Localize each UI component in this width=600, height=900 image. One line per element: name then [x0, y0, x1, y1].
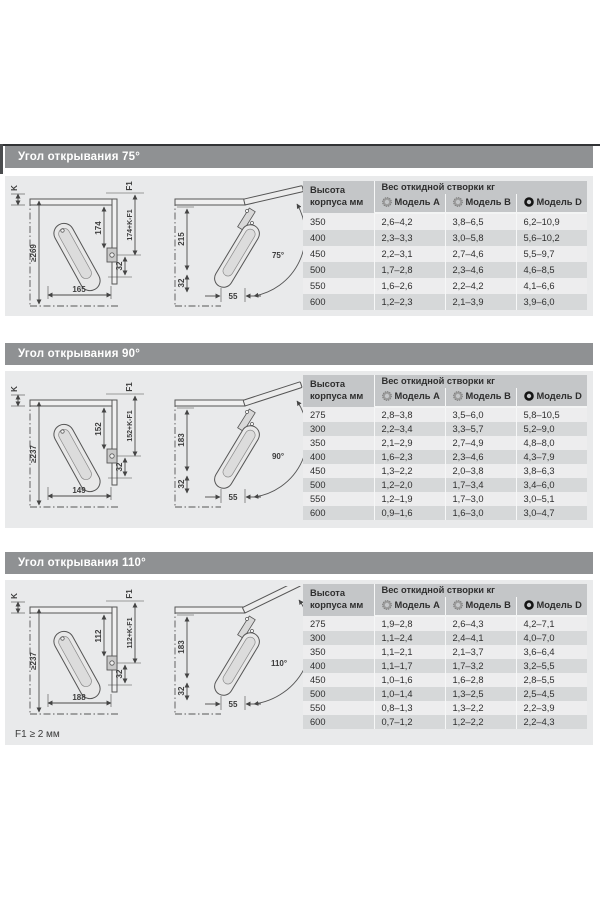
- row-header-cell: 500: [303, 478, 374, 492]
- dim-height-label: ≥237: [29, 445, 38, 463]
- model-d-icon: [524, 196, 534, 212]
- row-header-cell: 450: [303, 673, 374, 687]
- value-cell: 3,8–6,5: [445, 213, 516, 230]
- value-cell: 1,3–2,2: [374, 464, 445, 478]
- value-cell: 2,8–3,8: [374, 407, 445, 422]
- dim-inner-label: 112: [94, 629, 103, 643]
- value-cell: 4,0–7,0: [516, 631, 587, 645]
- row-header-cell: 600: [303, 294, 374, 310]
- column-group-header: Вес откидной створки кг: [374, 181, 587, 194]
- section-title: Угол открывания 90°: [18, 348, 140, 360]
- value-cell: 1,6–3,0: [445, 506, 516, 520]
- row-header-cell: 550: [303, 492, 374, 506]
- value-cell: 2,1–3,7: [445, 645, 516, 659]
- section-header-75: [5, 146, 593, 168]
- table-body: [303, 407, 587, 520]
- value-cell: 2,0–3,8: [445, 464, 516, 478]
- open-flap: [244, 186, 304, 205]
- load-table-110: [303, 584, 587, 729]
- model-d-icon: [524, 599, 534, 615]
- value-cell: 1,2–2,2: [445, 715, 516, 729]
- angle-label: 75°: [271, 251, 285, 260]
- table-row: [303, 645, 587, 659]
- value-cell: 4,2–7,1: [516, 616, 587, 631]
- table-row: [303, 213, 587, 230]
- open-flap: [242, 586, 300, 613]
- value-cell: 2,5–4,5: [516, 687, 587, 701]
- section-title: Угол открывания 75°: [18, 151, 140, 163]
- value-cell: 6,2–10,9: [516, 213, 587, 230]
- column-header-model-a: Модель A: [374, 388, 445, 407]
- dim-width-label: 165: [72, 285, 86, 294]
- open-flap: [243, 382, 302, 406]
- row-header-cell: 450: [303, 246, 374, 262]
- value-cell: 3,0–5,1: [516, 492, 587, 506]
- dim-offset-label: 32: [115, 462, 124, 472]
- value-cell: 1,0–1,6: [374, 673, 445, 687]
- value-cell: 4,6–8,5: [516, 262, 587, 278]
- column-header-model-b: Модель B: [445, 597, 516, 616]
- model-b-icon: [453, 599, 463, 615]
- table-row: [303, 436, 587, 450]
- closed-position-diagram: [8, 586, 153, 721]
- row-header-cell: 600: [303, 506, 374, 520]
- dim-k-label: K: [10, 185, 19, 191]
- table-row: [303, 278, 587, 294]
- dim-f1-label: F1: [125, 382, 134, 392]
- column-header-model-a: Модель A: [374, 194, 445, 213]
- dim-offset-label: 32: [177, 686, 186, 696]
- value-cell: 2,2–3,4: [374, 422, 445, 436]
- value-cell: 3,0–4,7: [516, 506, 587, 520]
- value-cell: 1,3–2,5: [445, 687, 516, 701]
- value-cell: 4,3–7,9: [516, 450, 587, 464]
- value-cell: 4,1–6,6: [516, 278, 587, 294]
- value-cell: 1,3–2,2: [445, 701, 516, 715]
- row-header-cell: 350: [303, 436, 374, 450]
- dim-outer-label: 152+K-F1: [127, 410, 134, 442]
- table-row: [303, 616, 587, 631]
- load-table-90: [303, 375, 587, 520]
- row-header-cell: 350: [303, 645, 374, 659]
- table-row: [303, 246, 587, 262]
- value-cell: 1,7–3,0: [445, 492, 516, 506]
- row-header-cell: 500: [303, 687, 374, 701]
- value-cell: 1,6–2,8: [445, 673, 516, 687]
- row-header-cell: 350: [303, 213, 374, 230]
- closed-position-diagram: [8, 379, 153, 514]
- value-cell: 1,6–2,3: [374, 450, 445, 464]
- dim-inner-label: 152: [94, 422, 103, 436]
- opening-angle-arc: [254, 204, 305, 296]
- row-header-cell: 300: [303, 631, 374, 645]
- row-header-cell: 450: [303, 464, 374, 478]
- column-header-model-b: Модель B: [445, 194, 516, 213]
- load-table-75: [303, 181, 587, 310]
- value-cell: 5,8–10,5: [516, 407, 587, 422]
- dim-offset-label: 32: [177, 479, 186, 489]
- arm-pivot: [61, 637, 64, 640]
- model-a-icon: [382, 196, 392, 212]
- value-cell: 1,7–3,4: [445, 478, 516, 492]
- value-cell: 3,0–5,8: [445, 230, 516, 246]
- column-header-model-d: Модель D: [516, 388, 587, 407]
- section-panel-90: [5, 371, 593, 528]
- dim-offset-label: 32: [115, 669, 124, 679]
- value-cell: 1,1–2,1: [374, 645, 445, 659]
- row-header-cell: 400: [303, 450, 374, 464]
- value-cell: 1,0–1,4: [374, 687, 445, 701]
- value-cell: 2,4–4,1: [445, 631, 516, 645]
- dim-height-label: ≥269: [29, 244, 38, 262]
- dim-height-label: 183: [177, 640, 186, 654]
- dim-depth-label: 55: [228, 493, 238, 502]
- column-header-height: Высота корпуса мм: [303, 584, 374, 616]
- model-d-icon: [524, 390, 534, 406]
- value-cell: 1,7–3,2: [445, 659, 516, 673]
- row-header-cell: 275: [303, 407, 374, 422]
- table-row: [303, 673, 587, 687]
- opening-angle-arc: [254, 401, 307, 497]
- value-cell: 2,3–3,3: [374, 230, 445, 246]
- value-cell: 2,2–4,3: [516, 715, 587, 729]
- table-body: [303, 616, 587, 729]
- value-cell: 2,8–5,5: [516, 673, 587, 687]
- spec-table: [303, 584, 587, 729]
- value-cell: 1,2–2,3: [374, 294, 445, 310]
- dim-height-label: 183: [177, 433, 186, 447]
- model-b-icon: [453, 196, 463, 212]
- section-panel-75: [5, 176, 593, 316]
- table-row: [303, 492, 587, 506]
- dim-height-label: ≥237: [29, 652, 38, 670]
- f1-footnote: F1 ≥ 2 мм: [15, 729, 60, 740]
- value-cell: 3,2–5,5: [516, 659, 587, 673]
- value-cell: 5,2–9,0: [516, 422, 587, 436]
- column-header-model-a: Модель A: [374, 597, 445, 616]
- opening-angle-arc: [254, 600, 307, 704]
- dim-width-label: 188: [72, 693, 86, 702]
- model-a-icon: [382, 599, 392, 615]
- table-row: [303, 715, 587, 729]
- table-header-row: [303, 181, 587, 194]
- value-cell: 4,8–8,0: [516, 436, 587, 450]
- value-cell: 2,3–4,6: [445, 262, 516, 278]
- row-header-cell: 550: [303, 701, 374, 715]
- value-cell: 1,9–2,8: [374, 616, 445, 631]
- value-cell: 2,7–4,9: [445, 436, 516, 450]
- section-header-110: [5, 552, 593, 574]
- value-cell: 2,3–4,6: [445, 450, 516, 464]
- value-cell: 1,1–2,4: [374, 631, 445, 645]
- spec-table: [303, 375, 587, 520]
- value-cell: 2,6–4,2: [374, 213, 445, 230]
- value-cell: 3,8–6,3: [516, 464, 587, 478]
- value-cell: 2,2–3,9: [516, 701, 587, 715]
- value-cell: 1,7–2,8: [374, 262, 445, 278]
- value-cell: 0,9–1,6: [374, 506, 445, 520]
- model-b-icon: [453, 390, 463, 406]
- value-cell: 3,4–6,0: [516, 478, 587, 492]
- page-edge-mark: [0, 144, 3, 174]
- dim-inner-label: 174: [94, 221, 103, 235]
- section-header-90: [5, 343, 593, 365]
- row-header-cell: 500: [303, 262, 374, 278]
- value-cell: 2,6–4,3: [445, 616, 516, 631]
- column-header-height: Высота корпуса мм: [303, 375, 374, 407]
- row-header-cell: 600: [303, 715, 374, 729]
- table-header-row: [303, 375, 587, 388]
- table-row: [303, 450, 587, 464]
- column-group-header: Вес откидной створки кг: [374, 584, 587, 597]
- closed-position-diagram: [8, 178, 153, 313]
- dim-depth-label: 55: [228, 292, 238, 301]
- value-cell: 1,1–1,7: [374, 659, 445, 673]
- value-cell: 2,1–3,9: [445, 294, 516, 310]
- table-row: [303, 506, 587, 520]
- dim-depth-label: 55: [228, 700, 238, 709]
- section-panel-110: [5, 580, 593, 745]
- value-cell: 1,2–1,9: [374, 492, 445, 506]
- dim-k-label: K: [10, 593, 19, 599]
- value-cell: 2,2–3,1: [374, 246, 445, 262]
- table-row: [303, 701, 587, 715]
- dim-width-label: 149: [72, 486, 86, 495]
- column-header-height: Высота корпуса мм: [303, 181, 374, 213]
- table-row: [303, 659, 587, 673]
- dim-outer-label: 174+K-F1: [127, 209, 134, 241]
- open-position-diagram: [157, 178, 307, 313]
- table-row: [303, 407, 587, 422]
- angle-label: 110°: [270, 659, 288, 668]
- value-cell: 5,5–9,7: [516, 246, 587, 262]
- value-cell: 2,1–2,9: [374, 436, 445, 450]
- table-row: [303, 478, 587, 492]
- dim-offset-label: 32: [115, 261, 124, 271]
- table-row: [303, 262, 587, 278]
- spec-table: [303, 181, 587, 310]
- column-header-model-d: Модель D: [516, 597, 587, 616]
- row-header-cell: 400: [303, 659, 374, 673]
- column-header-model-d: Модель D: [516, 194, 587, 213]
- value-cell: 0,7–1,2: [374, 715, 445, 729]
- table-row: [303, 631, 587, 645]
- table-row: [303, 230, 587, 246]
- row-header-cell: 400: [303, 230, 374, 246]
- open-position-diagram: [157, 379, 307, 514]
- dim-k-label: K: [10, 386, 19, 392]
- column-header-model-b: Модель B: [445, 388, 516, 407]
- value-cell: 2,2–4,2: [445, 278, 516, 294]
- value-cell: 3,9–6,0: [516, 294, 587, 310]
- model-a-icon: [382, 390, 392, 406]
- value-cell: 2,7–4,6: [445, 246, 516, 262]
- dim-f1-label: F1: [125, 589, 134, 599]
- section-title: Угол открывания 110°: [18, 557, 146, 569]
- dim-height-label: 215: [177, 232, 186, 246]
- table-row: [303, 687, 587, 701]
- arm-pivot: [61, 430, 64, 433]
- table-row: [303, 464, 587, 478]
- value-cell: 5,6–10,2: [516, 230, 587, 246]
- value-cell: 1,2–2,0: [374, 478, 445, 492]
- value-cell: 3,5–6,0: [445, 407, 516, 422]
- dim-f1-label: F1: [125, 181, 134, 191]
- value-cell: 3,6–6,4: [516, 645, 587, 659]
- row-header-cell: 550: [303, 278, 374, 294]
- table-row: [303, 422, 587, 436]
- arm-pivot: [61, 229, 64, 232]
- dim-outer-label: 112+K-F1: [127, 617, 134, 649]
- row-header-cell: 300: [303, 422, 374, 436]
- row-header-cell: 275: [303, 616, 374, 631]
- value-cell: 1,6–2,6: [374, 278, 445, 294]
- column-group-header: Вес откидной створки кг: [374, 375, 587, 388]
- value-cell: 0,8–1,3: [374, 701, 445, 715]
- angle-label: 90°: [271, 452, 285, 461]
- value-cell: 3,3–5,7: [445, 422, 516, 436]
- open-position-diagram: [157, 586, 307, 721]
- table-row: [303, 294, 587, 310]
- table-body: [303, 213, 587, 310]
- dim-offset-label: 32: [177, 278, 186, 288]
- table-header-row: [303, 584, 587, 597]
